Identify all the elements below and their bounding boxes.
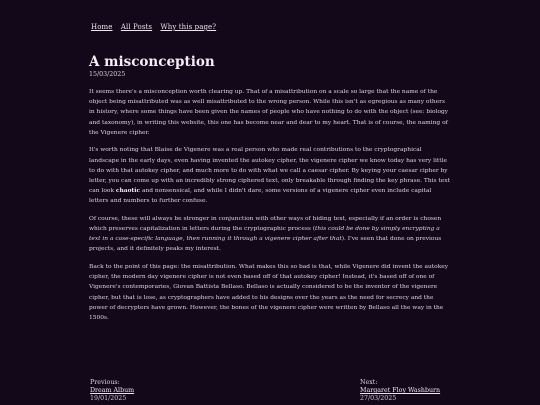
next-post-link[interactable]: Margaret Floy Washburn xyxy=(360,387,441,394)
paragraph-3-italic: this could be done by simply encrypting a text in a case-specific language, then running it through a vigenere cipher after that xyxy=(89,226,440,243)
next-post xyxy=(360,379,440,403)
nav-why-link[interactable]: Why this page? xyxy=(160,23,217,31)
paragraph-1: It seems there's a misconception worth clearing up. That of a misattribution on a scale so large that the name of the object being misattributed was as well misattributed to the wrong person. While this isn't as egregious as many others in history, where some things have been given the names of people who have nothing to do with the object (see: biology and taxonomy), in writing this website, this one has become near and dear to my heart. That is of course, the naming of the Vigenere cipher. xyxy=(89,89,449,136)
paragraph-3-text-a: Of course, these will always be stronger in conjunction with other ways of hiding text, especially if an order is chosen which preserves capitalization in letters during the cryptographic process ( xyxy=(89,215,442,233)
paragraph-3 xyxy=(89,214,452,255)
previous-post-date: 19/01/2025 xyxy=(90,395,127,402)
paragraph-2-text-b: and nonsensical, and while I didn't dare, some versions of a vigenere cipher even include capital letters and numbers to further confuse. xyxy=(89,188,432,205)
page-title: A misconception xyxy=(89,54,215,70)
post-body xyxy=(89,87,452,330)
post-date: 15/03/2025 xyxy=(89,71,126,78)
paragraph-2-bold: chaotic xyxy=(115,187,141,195)
nav-all-posts-link[interactable]: All Posts xyxy=(120,23,153,31)
previous-post-link[interactable]: Dream Album xyxy=(90,387,135,394)
next-post-date: 27/03/2025 xyxy=(360,395,397,402)
top-nav xyxy=(91,23,222,31)
paragraph-3-text-b: ). I've seen that done on previous projects, and it definitely peaks my interest. xyxy=(89,236,442,253)
previous-label: Previous: xyxy=(90,379,120,386)
previous-post xyxy=(90,379,134,403)
paragraph-2-text-a: It's worth noting that Blaise de Vigenere was a real person who made real contributions to the cryptographical landscape in the early days, even having invented the autokey cipher, the vigenere cipher we know today has very little to do with that autokey cipher, and much more to do with what we call a caesar cipher. By keying your caesar cipher by letter, you can come up with an incredibly strong ciphered text, only breakable through finding the key phrase. This text can look xyxy=(89,147,450,195)
paragraph-2 xyxy=(89,145,452,206)
nav-home-link[interactable]: Home xyxy=(91,23,113,31)
paragraph-4: Back to the point of this page: the misattribution. What makes this so bad is that, while Vigenere did invent the autokey cipher, the modern day vigenere cipher is not even based off of that autokey cipher! Instead, it's based off of one of Vigenere's contemporaries, Giovan Battista Bellaso. Bellaso is actually considered to be the inventor of the vigenere cipher, but that is lose, as cryptographers have added to his designs over the years as the need for secrecy and the power of decrypters have grown. However, the bones of the vigenere cipher were written by Bellaso all the way in the 1500s. xyxy=(89,263,449,321)
next-label: Next: xyxy=(360,379,378,386)
